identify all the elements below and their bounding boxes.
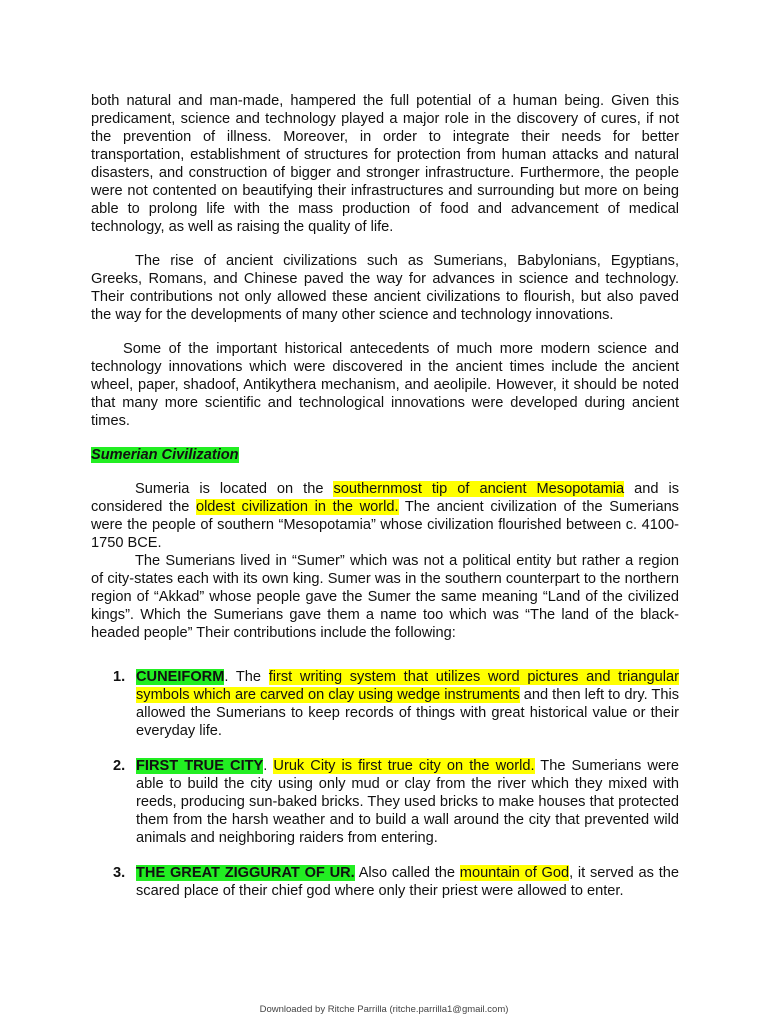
section-heading: Sumerian Civilization	[91, 447, 239, 463]
list-item-text: . The	[224, 669, 269, 685]
paragraph-3: Some of the important historical antecedents of much more modern science and technology innovations which were discovered in the ancient times include the ancient wheel, paper, shadoof, Antikythera mechanism, and aeolipile. However, it should be noted that many more scientific and technological innovations were developed during ancient times.	[91, 341, 679, 429]
list-item-text: Also called the	[354, 865, 460, 881]
p4-text-c: and is considered the	[91, 481, 680, 515]
p4-text-a: Sumeria is located on the	[135, 481, 334, 497]
download-footer: Downloaded by Ritche Parrilla (ritche.parrilla1@gmail.com)	[259, 1004, 509, 1015]
p4-highlight-oldest: oldest civilization in the world.	[195, 499, 399, 515]
list-item-title: FIRST TRUE CITY	[136, 758, 264, 774]
section-heading-row	[91, 446, 679, 464]
list-item-title: THE GREAT ZIGGURAT OF UR.	[136, 865, 355, 881]
paragraph-1: both natural and man-made, hampered the full potential of a human being. Given this predicament, science and technology played a major role in the discovery of cures, if not the prevention of illness. Moreover, in order to integrate their needs for better transportation, establishment of structures for protection from human attacks and natural disasters, and construction of bigger and stronger infrastructure. Furthermore, the people were not contented on beautifying their infrastructures and surrounding but more on being able to prolong life with the mass production of food and advancement of medical technology, as well as raising the quality of life.	[91, 93, 679, 235]
list-item-text: .	[263, 758, 274, 774]
p4-highlight-mesopotamia: southernmost tip of ancient Mesopotamia	[333, 481, 625, 497]
list-item-highlight: mountain of God	[459, 865, 570, 881]
list-number: 3.	[113, 865, 126, 881]
list-item	[91, 864, 679, 900]
paragraph-5: The Sumerians lived in “Sumer” which was not a political entity but rather a region of city-states each with its own king. Sumer was in the southern counterpart to the northern region of “Akkad” whose people gave the Sumer the same meaning “Land of the civilized kings”. Which the Sumerians gave them a name too which was “The land of the black-headed people” Their contributions include the following:	[91, 553, 679, 641]
list-number: 2.	[113, 758, 126, 774]
list-item-text: The Sumerians were able to build the city using only mud or clay from the river which they mixed with reeds, producing sun-baked bricks. They used bricks to make houses that protected them from the harsh weather and to build a wall around the city that prevented wild animals and neighboring raiders from entering.	[136, 758, 679, 846]
list-item-title: CUNEIFORM	[136, 669, 225, 685]
list-item-highlight: first writing system that utilizes word pictures and triangular symbols which are carved on clay using wedge instruments	[136, 669, 679, 703]
paragraph-2: The rise of ancient civilizations such as Sumerians, Babylonians, Egyptians, Greeks, Romans, and Chinese paved the way for advances in science and technology. Their contributions not only allowed these ancient civilizations to flourish, but also paved the way for the developments of many other science and technology innovations.	[91, 253, 679, 323]
paragraph-4	[91, 480, 679, 552]
list-item-text: , it served as the scared place of their chief god where only their priest were allowed to enter.	[136, 865, 679, 899]
p4-text-e: The ancient civilization of the Sumerians were the people of southern “Mesopotamia” whose civilization flourished between c. 4100-1750 BCE.	[91, 499, 679, 551]
list-number: 1.	[113, 669, 126, 685]
list-item-highlight: Uruk City is first true city on the world.	[273, 758, 535, 774]
list-item-text: and then left to dry. This allowed the Sumerians to keep records of things with great historical value or their everyday life.	[136, 687, 679, 739]
document-page	[91, 92, 679, 917]
list-item	[91, 668, 679, 740]
contributions-list	[91, 668, 679, 900]
list-item	[91, 757, 679, 847]
